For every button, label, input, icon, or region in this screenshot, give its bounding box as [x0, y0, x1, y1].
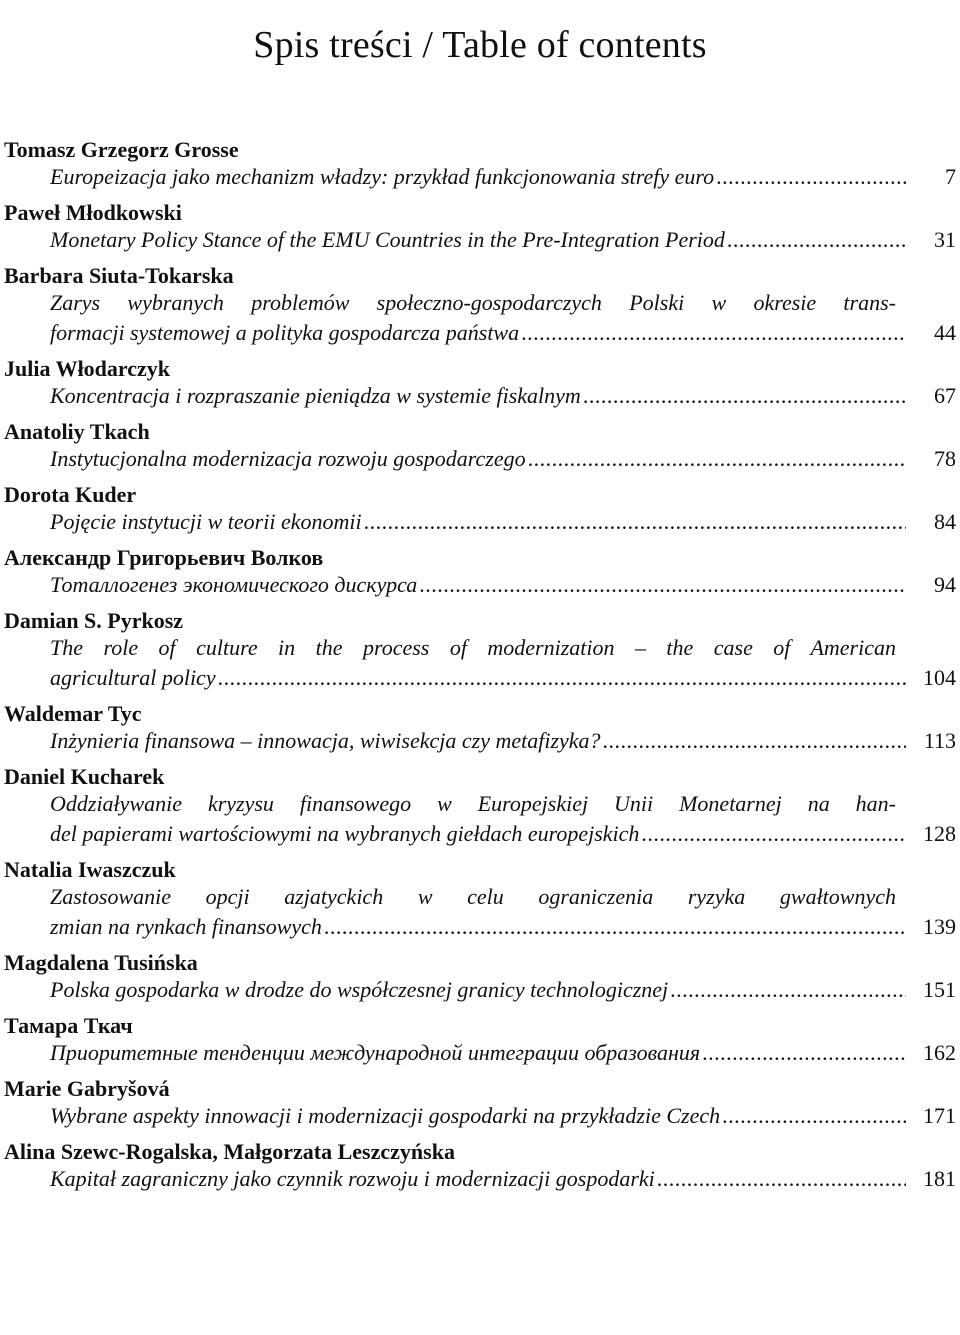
- toc-dot-leader: [603, 726, 906, 756]
- toc-dot-leader: [722, 1101, 906, 1131]
- toc-author: Anatoliy Tkach: [4, 419, 150, 444]
- toc-entry: [4, 137, 960, 192]
- toc-entry: [4, 1139, 960, 1194]
- toc-dot-leader: [657, 1164, 906, 1194]
- toc-entry: [4, 263, 960, 348]
- toc-entry: [4, 950, 960, 1005]
- toc-author: Dorota Kuder: [4, 482, 137, 507]
- toc-page-number: 128: [923, 821, 956, 846]
- toc-page-number: 78: [934, 446, 956, 471]
- toc-title-line: [4, 225, 960, 255]
- toc-page-number: 151: [923, 977, 956, 1002]
- toc-title: Inżynieria finansowa – innowacja, wiwisekcja czy metafizyka?: [50, 728, 601, 753]
- toc-title: zmian na rynkach finansowych: [50, 914, 322, 939]
- toc-author: Paweł Młodkowski: [4, 200, 182, 225]
- toc-title-line: [4, 819, 960, 849]
- toc-page-number: 94: [934, 572, 956, 597]
- toc-page-number: 171: [923, 1103, 956, 1128]
- toc-title: Pojęcie instytucji w teorii ekonomii: [50, 509, 362, 534]
- toc-entry: [4, 857, 960, 942]
- toc-title-line: [4, 882, 960, 912]
- toc-author: Magdalena Tusińska: [4, 950, 198, 975]
- toc-page-number: 162: [923, 1040, 956, 1065]
- toc-title: Instytucjonalna modernizacja rozwoju gospodarczego: [50, 446, 526, 471]
- toc-author: Damian S. Pyrkosz: [4, 608, 184, 633]
- toc-title: agricultural policy: [50, 665, 216, 690]
- toc-dot-leader: [670, 975, 906, 1005]
- toc-page-number: 113: [923, 728, 956, 753]
- toc-author: Natalia Iwaszczuk: [4, 857, 176, 882]
- toc-title-line: [4, 288, 960, 318]
- toc-title: Тоталлогенез экономического дискурса: [50, 572, 418, 597]
- toc-title-line: [4, 381, 960, 411]
- table-of-contents: [4, 137, 960, 1202]
- toc-author: Daniel Kucharek: [4, 764, 165, 789]
- toc-title-line: [4, 633, 960, 663]
- toc-dot-leader: [419, 570, 906, 600]
- toc-title: Polska gospodarka w drodze do współczesnej granicy technologicznej: [50, 977, 669, 1002]
- toc-dot-leader: [218, 663, 906, 693]
- toc-page-number: 181: [923, 1166, 956, 1191]
- toc-title: The role of culture in the process of modernization – the case of American: [50, 635, 896, 660]
- toc-author: Alina Szewc-Rogalska, Małgorzata Leszczyńska: [4, 1139, 455, 1164]
- toc-author: Waldemar Tyc: [4, 701, 142, 726]
- toc-entry: [4, 545, 960, 600]
- toc-dot-leader: [583, 381, 906, 411]
- page-title: Spis treści / Table of contents: [253, 24, 707, 67]
- toc-title: Koncentracja i rozpraszanie pieniądza w systemie fiskalnym: [50, 383, 581, 408]
- toc-entry: [4, 701, 960, 756]
- toc-title-line: [4, 1101, 960, 1131]
- toc-entry: [4, 608, 960, 693]
- toc-title: del papierami wartościowymi na wybranych giełdach europejskich: [50, 821, 640, 846]
- toc-page-number: 104: [923, 665, 956, 690]
- toc-title-line: [4, 789, 960, 819]
- toc-entry: [4, 482, 960, 537]
- toc-title: Приоритетные тенденции международной интеграции образования: [50, 1040, 701, 1065]
- toc-title-line: [4, 162, 960, 192]
- toc-entry: [4, 1076, 960, 1131]
- toc-title: Monetary Policy Stance of the EMU Countries in the Pre-Integration Period: [50, 227, 725, 252]
- toc-entry: [4, 356, 960, 411]
- toc-title-line: [4, 318, 960, 348]
- toc-title-line: [4, 912, 960, 942]
- toc-title: formacji systemowej a polityka gospodarcza państwa: [50, 320, 520, 345]
- toc-author: Тамара Ткач: [4, 1013, 133, 1038]
- toc-author: Julia Włodarczyk: [4, 356, 171, 381]
- toc-author: Tomasz Grzegorz Grosse: [4, 137, 239, 162]
- toc-entry: [4, 1013, 960, 1068]
- toc-dot-leader: [716, 162, 906, 192]
- toc-page-number: 84: [934, 509, 956, 534]
- toc-page-number: 44: [934, 320, 956, 345]
- toc-dot-leader: [727, 225, 906, 255]
- toc-title-line: [4, 570, 960, 600]
- toc-dot-leader: [702, 1038, 906, 1068]
- toc-title: Europeizacja jako mechanizm władzy: przykład funkcjonowania strefy euro: [50, 164, 715, 189]
- toc-title: Zarys wybranych problemów społeczno-gospodarczych Polski w okresie trans-: [50, 290, 896, 315]
- toc-title-line: [4, 444, 960, 474]
- toc-title-line: [4, 726, 960, 756]
- toc-title: Zastosowanie opcji azjatyckich w celu ograniczenia ryzyka gwałtownych: [50, 884, 896, 909]
- toc-page-number: 7: [945, 164, 956, 189]
- toc-author: Marie Gabryšová: [4, 1076, 170, 1101]
- toc-dot-leader: [528, 444, 906, 474]
- toc-title: Kapitał zagraniczny jako czynnik rozwoju i modernizacji gospodarki: [50, 1166, 655, 1191]
- toc-entry: [4, 419, 960, 474]
- toc-title-line: [4, 1038, 960, 1068]
- toc-author: Александр Григорьевич Волков: [4, 545, 324, 570]
- toc-title-line: [4, 1164, 960, 1194]
- toc-title-line: [4, 507, 960, 537]
- toc-page-number: 31: [934, 227, 956, 252]
- toc-dot-leader: [364, 507, 906, 537]
- toc-entry: [4, 764, 960, 849]
- toc-page-number: 67: [934, 383, 956, 408]
- toc-dot-leader: [324, 912, 906, 942]
- toc-title: Oddziaływanie kryzysu finansowego w Europejskiej Unii Monetarnej na han-: [50, 791, 896, 816]
- toc-page-number: 139: [923, 914, 956, 939]
- toc-dot-leader: [641, 819, 906, 849]
- toc-author: Barbara Siuta-Tokarska: [4, 263, 234, 288]
- toc-entry: [4, 200, 960, 255]
- toc-title: Wybrane aspekty innowacji i modernizacji gospodarki na przykładzie Czech: [50, 1103, 721, 1128]
- toc-title-line: [4, 663, 960, 693]
- toc-title-line: [4, 975, 960, 1005]
- toc-dot-leader: [521, 318, 906, 348]
